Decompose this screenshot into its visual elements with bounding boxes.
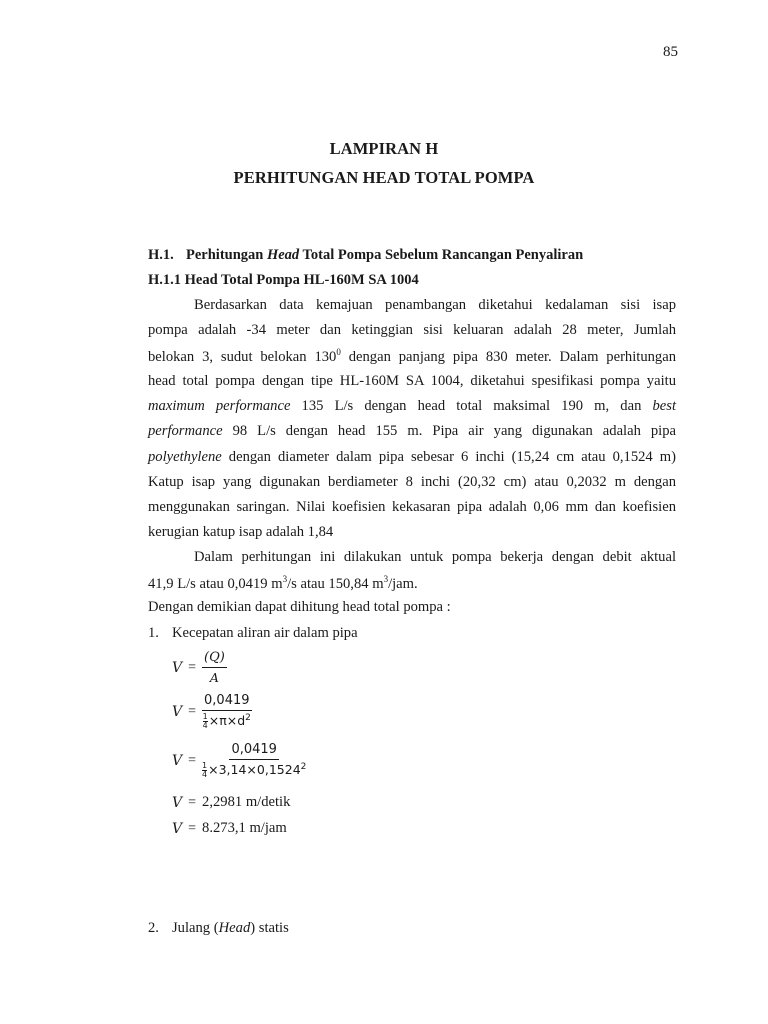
paragraph-line: menggunakan saringan. Nilai koefisien kekasaran pipa adalah 0,06 mm dan koefisien: [148, 499, 676, 515]
paragraph-line: Katup isap yang digunakan berdiameter 8 inchi (20,32 cm) atau 0,2032 m dengan: [148, 474, 676, 490]
appendix-subtitle: PERHITUNGAN HEAD TOTAL POMPA: [233, 168, 535, 187]
page-number: 85: [663, 44, 678, 60]
paragraph-line: head total pompa dengan tipe HL-160M SA 1004, diketahui spesifikasi pompa yaitu: [148, 373, 676, 389]
equation-result-per-hour: V = 8.273,1 m/jam: [172, 820, 287, 837]
fraction: 0,0419 $\frac{1}{4}$ $\times\pi\times d^2$: [202, 693, 251, 731]
fraction: 0,0419 $\frac{1}{4}$ $\times 3,14\times 0,1524^2$: [202, 742, 307, 780]
section-h1-heading: H.1. Perhitungan Head Total Pompa Sebelum Rancangan Penyaliran: [148, 247, 584, 263]
paragraph-line: pompa adalah -34 meter dan ketinggian sisi keluaran adalah 28 meter, Jumlah: [148, 322, 676, 338]
section-h11-heading: H.1.1 Head Total Pompa HL-160M SA 1004: [148, 272, 419, 288]
paragraph-line: maximum performance 135 L/s dengan head total maksimal 190 m, dan best: [148, 398, 676, 414]
italic-term: Head: [266, 247, 300, 263]
equation-area-substitution: V = 0,0419 $\frac{1}{4}$ $\times\pi\times d^2$: [172, 693, 251, 731]
section-number: H.1.: [148, 247, 174, 263]
paragraph-line: 41,9 L/s atau 0,0419 $m^3/s$ atau 150,84 $m^3$/jam.: [148, 574, 418, 592]
equation-velocity-formula: V = $\frac{(Q)}{A}$: [172, 650, 225, 685]
list-item: 1. Kecepatan aliran air dalam pipa: [148, 625, 358, 641]
quarter-fraction: $\frac{1}{4}$: [202, 712, 208, 731]
equation-numeric-substitution: V = 0,0419 $\frac{1}{4}$ $\times 3,14\times 0,1524^2$: [172, 742, 307, 780]
paragraph-line: polyethylene dengan diameter dalam pipa sebesar 6 inchi (15,24 cm atau 0,1524 m): [148, 449, 676, 465]
paragraph-line: belokan 3, sudut belokan $130^0$ dengan panjang pipa 830 meter. Dalam perhitungan: [148, 347, 676, 365]
paragraph-line: performance 98 L/s dengan head 155 m. Pipa air yang digunakan adalah pipa: [148, 423, 676, 439]
paragraph-line: Dengan demikian dapat dihitung head total pompa :: [148, 599, 451, 615]
paragraph-line: kerugian katup isap adalah 1,84: [148, 524, 334, 540]
appendix-title: LAMPIRAN H: [329, 139, 439, 158]
fraction: $\frac{(Q)}{A}$: [204, 650, 225, 685]
equation-result-per-second: V = 2,2981 m/detik: [172, 794, 291, 811]
paragraph-line: Berdasarkan data kemajuan penambangan diketahui kedalaman sisi isap: [194, 297, 676, 313]
list-item: 2. Julang (Head) statis: [148, 920, 289, 936]
quarter-fraction: $\frac{1}{4}$: [202, 761, 208, 780]
paragraph-line: Dalam perhitungan ini dilakukan untuk pompa bekerja dengan debit aktual: [194, 549, 676, 565]
